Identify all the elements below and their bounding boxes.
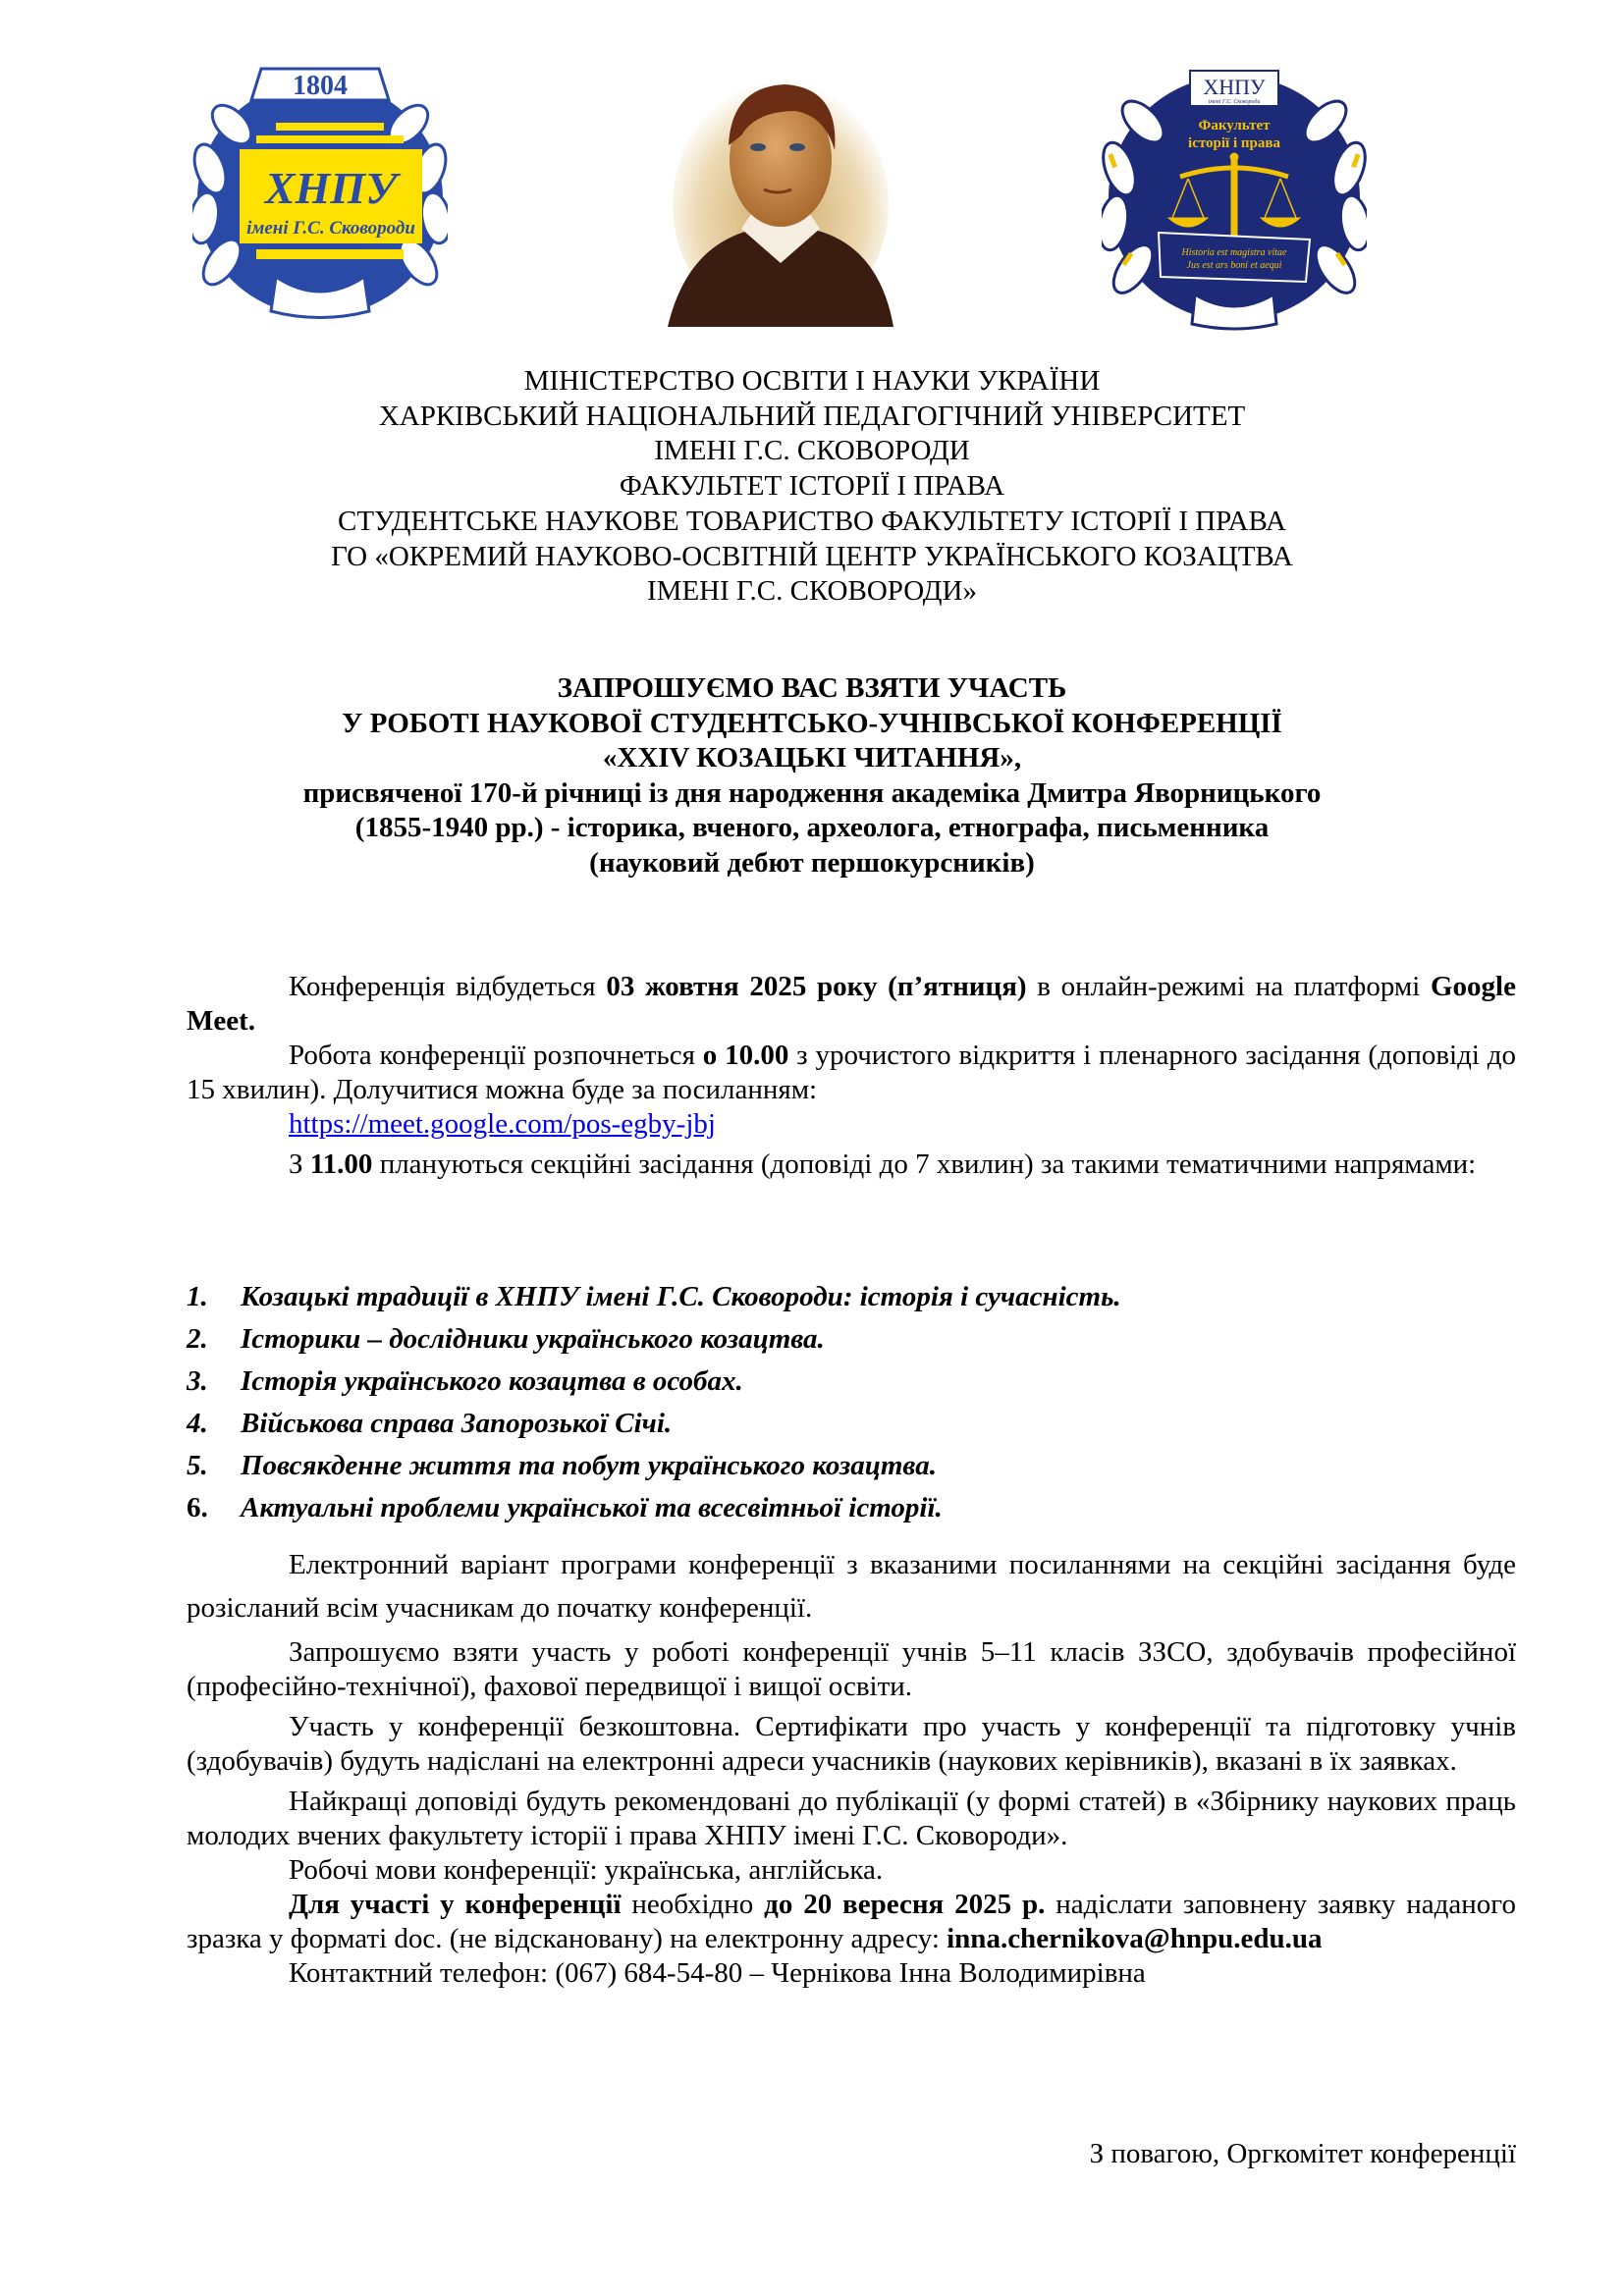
topic-number: 2.	[187, 1323, 208, 1355]
signature: З повагою, Оргкомітет конференції	[1089, 2138, 1516, 2169]
google-meet-link[interactable]: https://meet.google.com/pos-egby-jbj	[289, 1108, 716, 1140]
university-emblem-logo	[192, 61, 448, 322]
list-item	[187, 1276, 1516, 1318]
header-line: ФАКУЛЬТЕТ ІСТОРІЇ І ПРАВА	[619, 470, 1005, 503]
text: надіслати заповнену заявку наданого зразка у форматі doc. (не відскановану) на електронну адресу:	[187, 1889, 1516, 1954]
list-item	[187, 1361, 1516, 1403]
header-line: МІНІСТЕРСТВО ОСВІТИ І НАУКИ УКРАЇНИ	[523, 365, 1101, 397]
invitation-line: «XXIV КОЗАЦЬКІ ЧИТАННЯ»,	[602, 742, 1022, 774]
logos-row	[0, 0, 1624, 353]
platform-name: Google Meet.	[187, 971, 1516, 1037]
list-item	[187, 1445, 1516, 1487]
paragraph-languages: Робочі мови конференції: українська, англійська.	[289, 1854, 884, 1886]
topic-text: Військова справа Запорозької Січі.	[241, 1408, 673, 1439]
text: в онлайн-режимі на платформі	[1026, 971, 1431, 1002]
faculty-emblem-logo	[1102, 61, 1367, 332]
text: Конференція відбудеться	[289, 971, 607, 1002]
logo-right-line1: Факультет	[1198, 118, 1271, 133]
text: з урочистого відкриття і пленарного засідання (доповіді до 15 хвилин). Долучитися можна буде за посиланням:	[187, 1040, 1517, 1105]
text: Робота конференції розпочнеться	[289, 1040, 703, 1071]
topic-text: Актуальні проблеми української та всесвітньої історії.	[241, 1492, 943, 1523]
text: З	[289, 1148, 310, 1180]
deadline-date: до 20 вересня 2025 р.	[764, 1889, 1046, 1920]
logo-right-abbr: ХНПУ	[1203, 75, 1266, 99]
logo-year: 1804	[293, 71, 348, 101]
sections-time: 11.00	[309, 1148, 373, 1180]
topic-number: 5.	[187, 1450, 208, 1481]
topic-text: Повсякденне життя та побут українського козацтва.	[241, 1450, 937, 1481]
logo-right-motto2: Jus est ars boni et aequi	[1186, 260, 1282, 271]
topic-text: Історія українського козацтва в особах.	[241, 1365, 743, 1397]
meet-link-row	[187, 1107, 1516, 1142]
header-line: ІМЕНІ Г.С. СКОВОРОДИ»	[647, 575, 977, 608]
logo-right-motto1: Historia est magistra vitae	[1181, 247, 1287, 258]
invitation-line: (1855-1940 рр.) - історика, вченого, археолога, етнографа, письменника	[354, 812, 1270, 843]
logo-subtitle: імені Г.С. Сковороди	[246, 218, 415, 239]
start-time: о 10.00	[702, 1040, 789, 1071]
skovoroda-portrait-image	[648, 67, 913, 332]
topic-text: Козацькі традиції в ХНПУ імені Г.С. Сковороди: історія і сучасність.	[241, 1281, 1121, 1312]
logo-right-line2: історії і права	[1188, 135, 1280, 151]
topics-list	[187, 1276, 1516, 1529]
paragraph-certificates: Участь у конференції безкоштовна. Сертифікати про участь у конференції та підготовку учнів (здобувачів) будуть надіслані на електронні адреси учасників (наукових керівників), вказані в їх заявках.	[187, 1711, 1516, 1777]
invitation-title	[0, 671, 1624, 881]
institution-header	[0, 364, 1624, 610]
paragraph-publication: Найкращі доповіді будуть рекомендовані до публікації (у формі статей) в «Збірнику наукових праць молодих вчених факультету історії і права ХНПУ імені Г.С. Сковороди».	[187, 1786, 1516, 1851]
paragraph-program: Електронний варіант програми конференції з вказаними посиланнями на секційні засідання буде розісланий всім учасникам до початку конференції.	[187, 1549, 1516, 1624]
topic-text: Історики – дослідники українського козацтва.	[241, 1323, 825, 1355]
list-item	[187, 1318, 1516, 1361]
paragraph-start-time	[187, 1039, 1516, 1107]
header-line: ХАРКІВСЬКИЙ НАЦІОНАЛЬНИЙ ПЕДАГОГІЧНИЙ УНІВЕРСИТЕТ	[378, 400, 1246, 432]
text: необхідно	[621, 1889, 765, 1920]
conference-date: 03 жовтня 2025 року (п’ятниця)	[606, 971, 1027, 1002]
invitation-line: присвяченої 170-й річниці із дня народження академіка Дмитра Яворницького	[302, 776, 1322, 809]
list-item	[187, 1487, 1516, 1529]
paragraph-deadline	[187, 1888, 1516, 1956]
logo-right-sub: імені Г.С. Сковороди	[1208, 99, 1261, 105]
logo-abbr: ХНПУ	[264, 163, 398, 213]
text: плануються секційні засідання (доповіді до 7 хвилин) за такими тематичними напрямами:	[372, 1148, 1477, 1180]
header-line: ГО «ОКРЕМИЙ НАУКОВО-ОСВІТНІЙ ЦЕНТР УКРАЇНСЬКОГО КОЗАЦТВА	[331, 540, 1293, 572]
invitation-line: У РОБОТІ НАУКОВОЇ СТУДЕНТСЬКО-УЧНІВСЬКОЇ КОНФЕРЕНЦІЇ	[342, 707, 1282, 739]
topic-number: 1.	[187, 1281, 208, 1312]
paragraph-sections	[187, 1142, 1516, 1187]
invitation-line: (науковий дебют першокурсників)	[589, 846, 1035, 879]
text-bold: Для участі у конференції	[289, 1889, 622, 1920]
invitation-line: ЗАПРОШУЄМО ВАС ВЗЯТИ УЧАСТЬ	[557, 672, 1067, 704]
paragraph-participants: Запрошуємо взяти участь у роботі конференції учнів 5–11 класів ЗЗСО, здобувачів професійної (професійно-технічної), фахової передвищої і вищої освіти.	[187, 1636, 1516, 1702]
list-item	[187, 1403, 1516, 1445]
additional-info	[187, 1543, 1516, 1991]
header-line: СТУДЕНТСЬКЕ НАУКОВЕ ТОВАРИСТВО ФАКУЛЬТЕТУ ІСТОРІЇ І ПРАВА	[337, 505, 1286, 537]
header-line: ІМЕНІ Г.С. СКОВОРОДИ	[654, 435, 970, 467]
contact-email[interactable]: inna.chernikova@hnpu.edu.ua	[947, 1923, 1323, 1954]
paragraph-date	[187, 970, 1516, 1039]
topic-number: 4.	[187, 1408, 208, 1439]
topic-number: 6.	[187, 1492, 208, 1523]
contact-phone: Контактний телефон: (067) 684-54-80 – Чернікова Інна Володимирівна	[289, 1957, 1146, 1989]
conference-details	[187, 970, 1516, 1187]
topic-number: 3.	[187, 1365, 208, 1397]
